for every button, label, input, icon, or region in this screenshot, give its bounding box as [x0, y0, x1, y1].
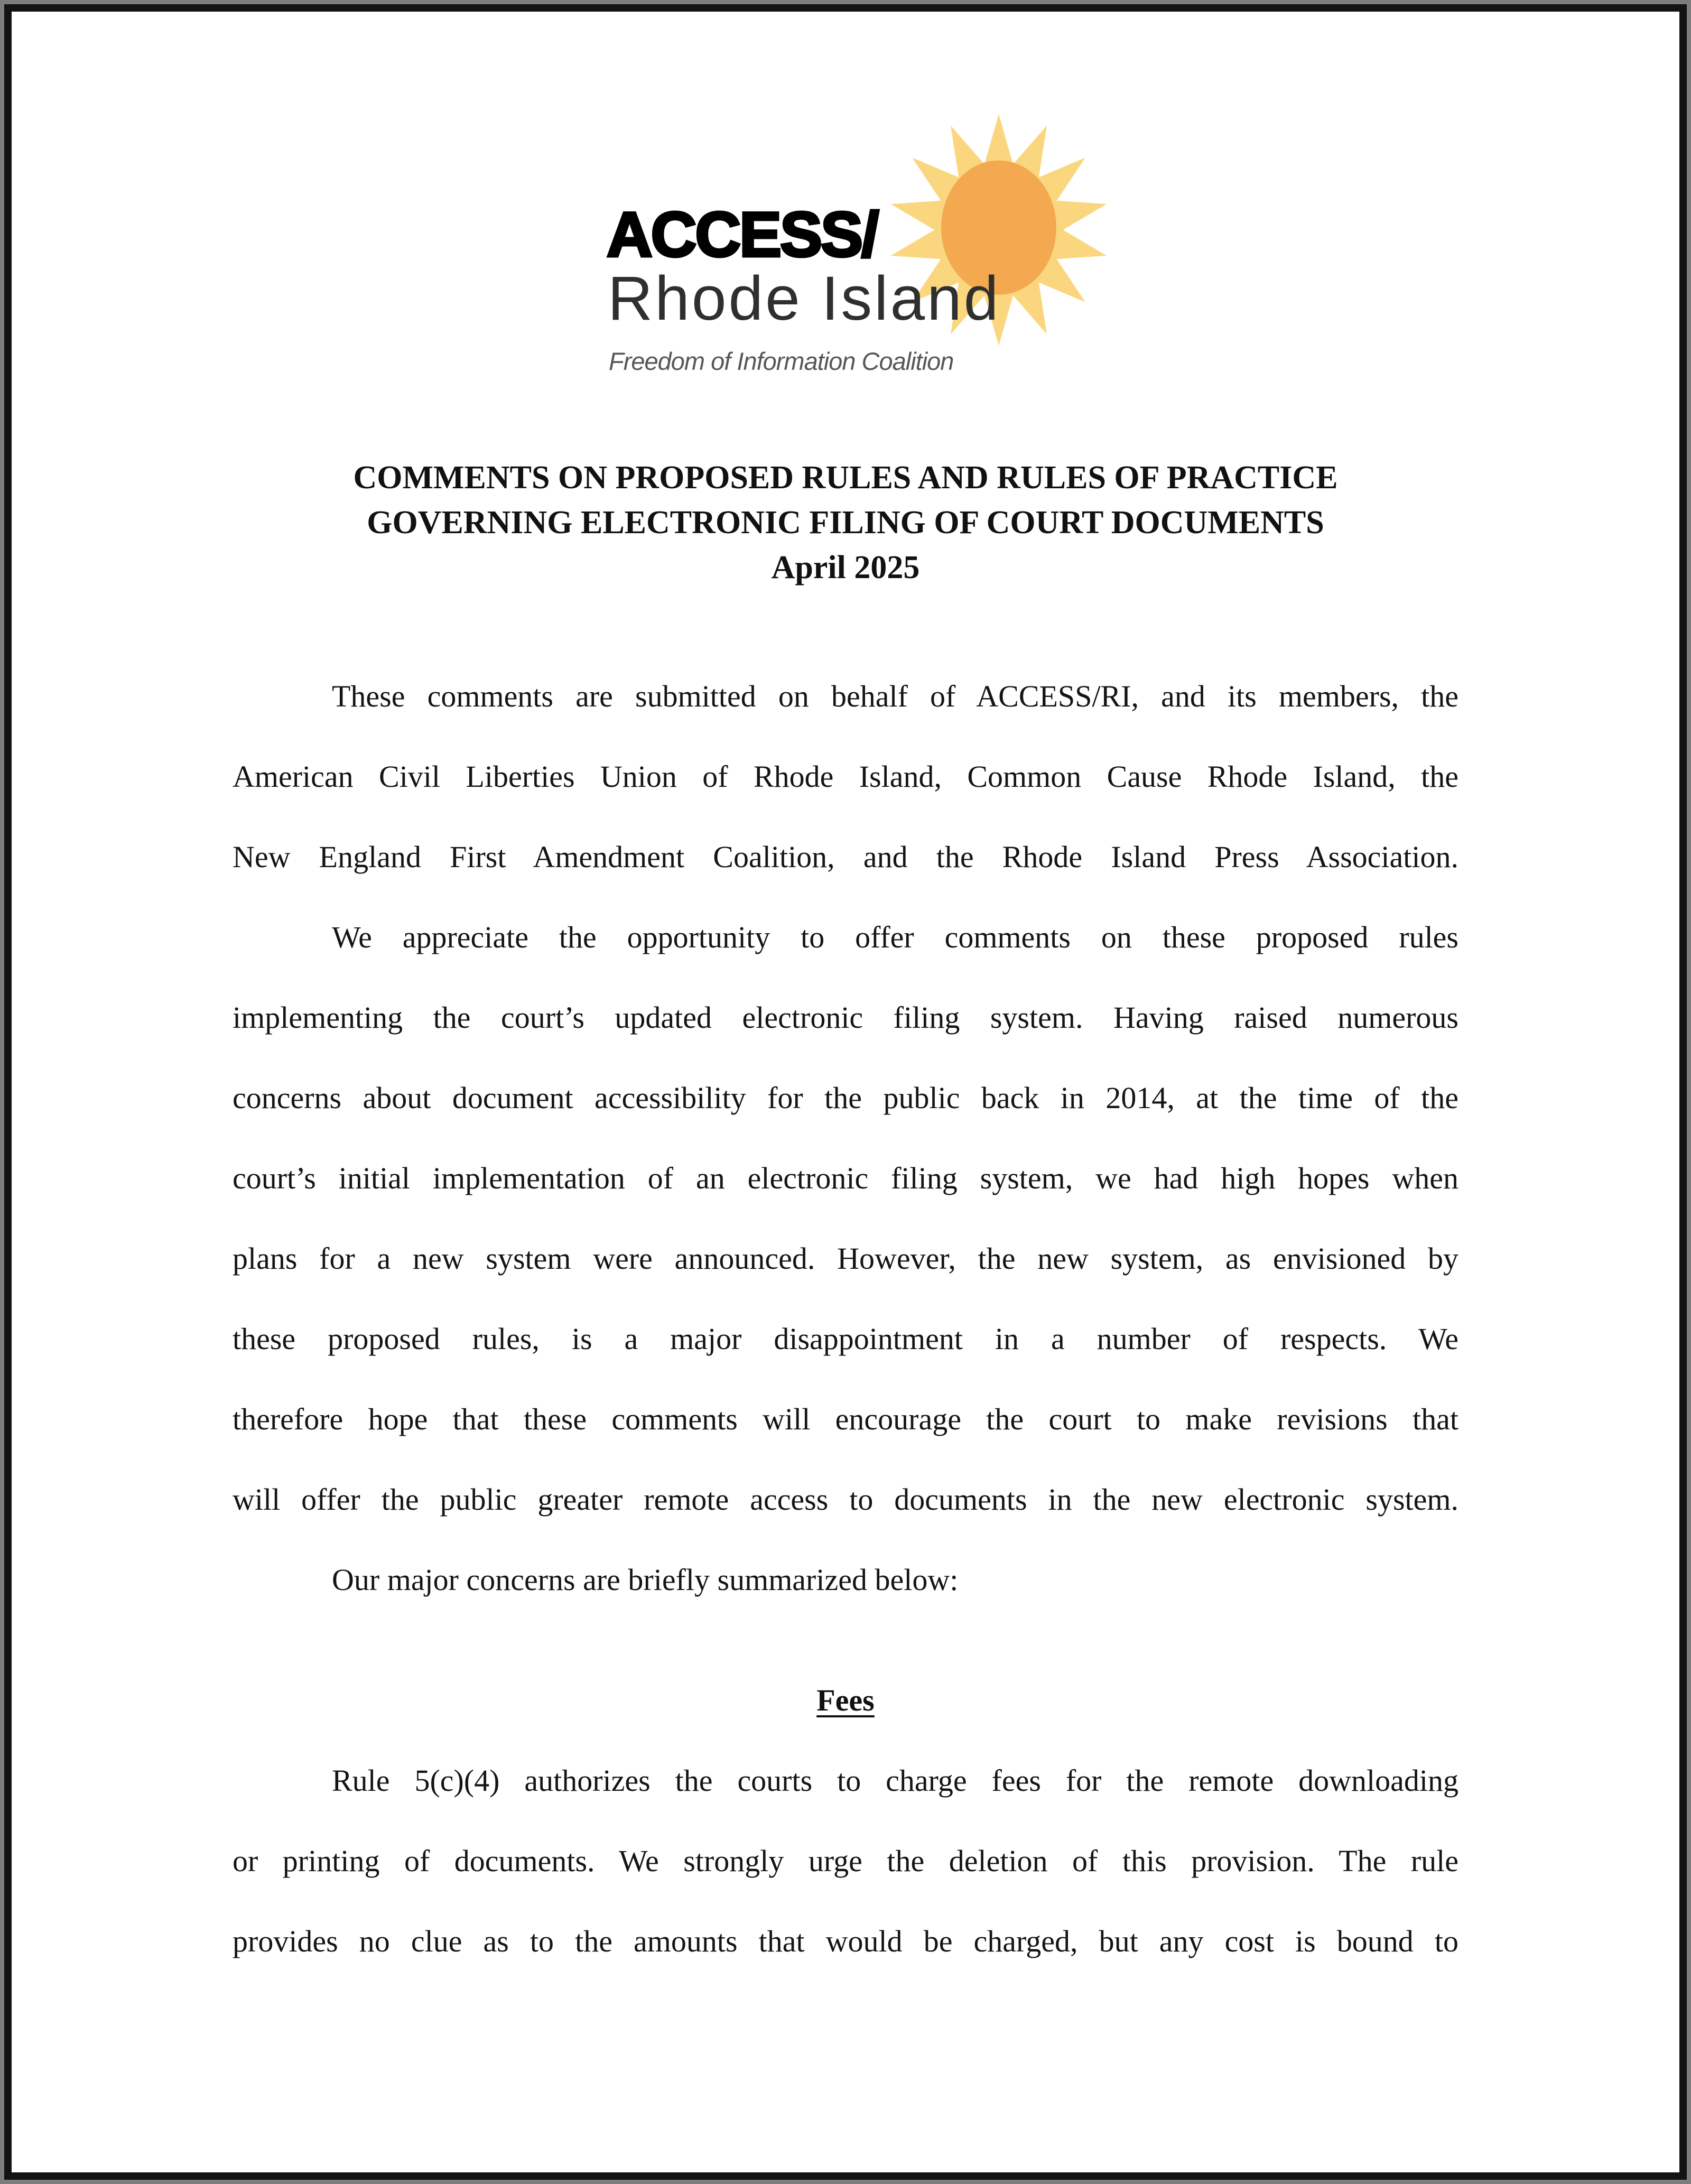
- paragraph: [233, 897, 1458, 1540]
- text-line: therefore hope that these comments will encourage the court to make revisions that: [233, 1402, 1458, 1436]
- logo-tagline-text: Freedom of Information Coalition: [609, 347, 954, 375]
- logo-region-text: Rhode Island: [608, 264, 1001, 333]
- paragraph: [233, 1540, 1458, 1620]
- text-line: plans for a new system were announced. However, the new system, as envisioned by: [233, 1241, 1458, 1276]
- access-ri-logo: [12, 12, 1679, 413]
- title-line-2: GOVERNING ELECTRONIC FILING OF COURT DOCUMENTS: [367, 505, 1324, 541]
- paragraph: [233, 656, 1458, 897]
- document-title: [233, 456, 1458, 590]
- text-line: these proposed rules, is a major disappointment in a number of respects. We: [233, 1322, 1458, 1356]
- text-line: These comments are submitted on behalf of ACCESS/RI, and its members, the: [332, 679, 1458, 713]
- text-line: concerns about document accessibility for the public back in 2014, at the time of the: [233, 1081, 1458, 1115]
- text-line: Our major concerns are briefly summarized below:: [332, 1563, 959, 1597]
- paragraph: [233, 1741, 1458, 1982]
- text-line: will offer the public greater remote access to documents in the new electronic system.: [233, 1482, 1458, 1517]
- text-line: or printing of documents. We strongly urge the deletion of this provision. The rule: [233, 1844, 1458, 1878]
- section-heading: [233, 1660, 1458, 1741]
- text-line: We appreciate the opportunity to offer comments on these proposed rules: [332, 920, 1458, 954]
- text-line: New England First Amendment Coalition, and the Rhode Island Press Association.: [233, 840, 1458, 874]
- text-line: American Civil Liberties Union of Rhode Island, Common Cause Rhode Island, the: [233, 759, 1458, 794]
- text-line: implementing the court’s updated electronic filing system. Having raised numerous: [233, 1000, 1458, 1035]
- title-line-1: COMMENTS ON PROPOSED RULES AND RULES OF PRACTICE: [353, 460, 1338, 496]
- logo-brand-text: ACCESS/: [607, 199, 878, 270]
- title-line-3: April 2025: [771, 550, 920, 586]
- document-page: [4, 4, 1687, 2180]
- document-body: [233, 656, 1458, 1982]
- text-line: Rule 5(c)(4) authorizes the courts to charge fees for the remote downloading: [332, 1763, 1458, 1798]
- text-line: provides no clue as to the amounts that would be charged, but any cost is bound to: [233, 1924, 1458, 1958]
- text-line: court’s initial implementation of an electronic filing system, we had high hopes when: [233, 1161, 1458, 1195]
- section-heading-text: Fees: [816, 1683, 875, 1717]
